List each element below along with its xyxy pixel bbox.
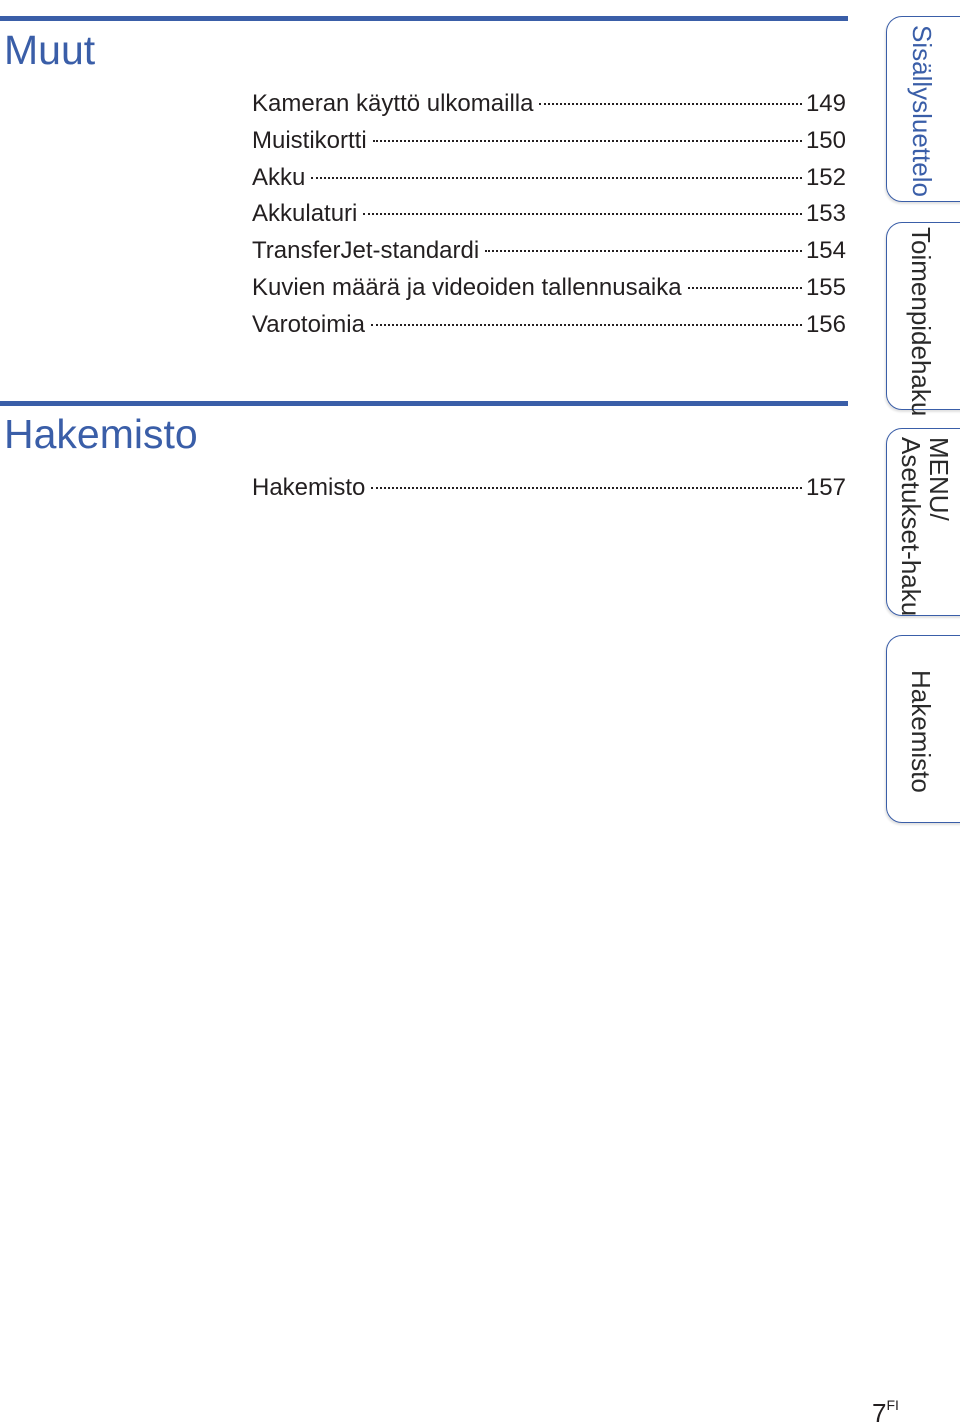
toc-entry-label: Hakemisto xyxy=(252,474,366,501)
page-number-value: 7 xyxy=(872,1398,887,1428)
toc-entry-kameran-kaytto-ulkomailla[interactable] xyxy=(252,86,846,123)
toc-entry-muistikortti[interactable] xyxy=(252,123,846,160)
language-code: FI xyxy=(886,1397,899,1413)
dot-leader xyxy=(688,287,802,289)
side-tab-hakemisto[interactable] xyxy=(886,635,960,823)
dot-leader xyxy=(311,177,802,179)
side-tab-label: Hakemisto xyxy=(906,670,936,793)
side-tab-menu-asetukset-haku[interactable] xyxy=(886,428,960,616)
side-tab-toimenpidehaku[interactable] xyxy=(886,222,960,417)
section-title-hakemisto: Hakemisto xyxy=(4,411,198,457)
toc-entry-label: Kameran käyttö ulkomailla xyxy=(252,90,534,117)
toc-entry-label: Akku xyxy=(252,163,306,191)
page-number xyxy=(872,1398,899,1426)
dot-leader xyxy=(485,250,802,252)
dot-leader xyxy=(371,324,802,326)
toc-entry-label: Akkulaturi xyxy=(252,200,358,228)
toc-entry-page: 155 xyxy=(805,273,846,301)
toc-list-muut xyxy=(252,86,846,344)
toc-list-hakemisto xyxy=(252,470,846,507)
dot-leader xyxy=(363,213,802,215)
toc-entry-page: 152 xyxy=(805,163,846,191)
side-tab-label: Sisällysluettelo xyxy=(907,25,937,197)
section-title-muut: Muut xyxy=(4,27,96,73)
toc-entry-akku[interactable] xyxy=(252,160,846,197)
toc-entry-page: 154 xyxy=(805,237,846,265)
section-divider-hakemisto xyxy=(0,401,848,406)
toc-entry-label: Varotoimia xyxy=(252,310,365,338)
toc-entry-akkulaturi[interactable] xyxy=(252,196,846,233)
toc-entry-label: TransferJet-standardi xyxy=(252,237,480,265)
toc-entry-hakemisto[interactable] xyxy=(252,470,846,507)
toc-entry-page: 149 xyxy=(805,90,846,117)
side-tab-sisallysluettelo[interactable] xyxy=(886,16,960,202)
toc-entry-page: 150 xyxy=(805,126,846,154)
toc-entry-label: Muistikortti xyxy=(252,126,367,154)
dot-leader xyxy=(539,103,801,105)
section-divider-top xyxy=(0,16,848,21)
toc-entry-page: 157 xyxy=(805,474,846,501)
toc-entry-page: 156 xyxy=(805,310,846,338)
toc-entry-kuvien-maara[interactable] xyxy=(252,270,846,307)
side-tab-label: MENU/ Asetukset-haku xyxy=(896,437,954,617)
toc-entry-page: 153 xyxy=(805,200,846,228)
dot-leader xyxy=(373,140,802,142)
side-tab-label: Toimenpidehaku xyxy=(906,227,936,417)
toc-entry-varotoimia[interactable] xyxy=(252,307,846,344)
dot-leader xyxy=(371,487,802,489)
toc-entry-transferjet-standardi[interactable] xyxy=(252,233,846,270)
toc-entry-label: Kuvien määrä ja videoiden tallennusaika xyxy=(252,273,682,301)
